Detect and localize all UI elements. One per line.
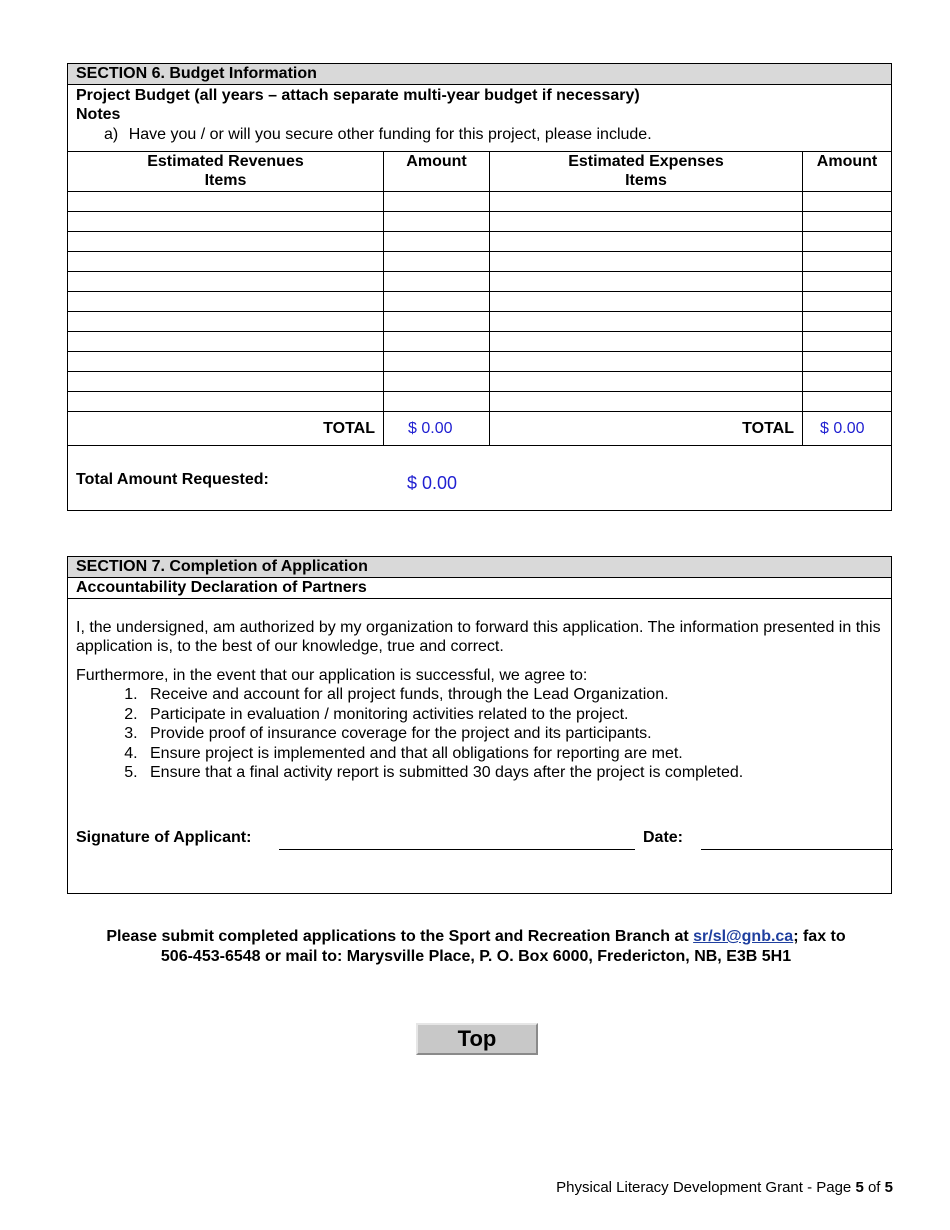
col-revenue-amount: Amount: [384, 152, 490, 192]
budget-table: [67, 151, 892, 446]
page-number: 5: [855, 1179, 864, 1196]
note-a-marker: a): [104, 126, 119, 143]
expense-amount-field[interactable]: [803, 212, 892, 232]
budget-row: [68, 192, 892, 212]
declaration-paragraph: I, the undersigned, am authorized by my organization to forward this application. The information presented in this application is, to the best of our knowledge, true and correct.: [76, 619, 881, 655]
budget-row: [68, 252, 892, 272]
revenue-total-label: TOTAL: [68, 412, 384, 446]
revenue-item-field[interactable]: [68, 392, 384, 412]
revenue-amount-field[interactable]: [384, 332, 490, 352]
agreement-item: 2. Participate in evaluation / monitoring activities related to the project.: [142, 705, 891, 725]
notes-label: Notes: [76, 106, 121, 123]
note-a-text: Have you / or will you secure other funding for this project, please include.: [128, 126, 652, 143]
budget-row: [68, 232, 892, 252]
col-expense-amount: Amount: [803, 152, 892, 192]
date-label: Date:: [643, 829, 684, 846]
agreement-item: 5. Ensure that a final activity report is submitted 30 days after the project is completed.: [142, 763, 891, 783]
revenue-item-field[interactable]: [68, 372, 384, 392]
revenue-item-field[interactable]: [68, 292, 384, 312]
revenue-amount-field[interactable]: [384, 312, 490, 332]
revenue-item-field[interactable]: [68, 332, 384, 352]
revenue-item-field[interactable]: [68, 252, 384, 272]
expense-amount-field[interactable]: [803, 372, 892, 392]
budget-table-header-row: [68, 152, 892, 192]
agreement-intro: Furthermore, in the event that our application is successful, we agree to:: [76, 667, 588, 684]
note-a: [68, 125, 891, 144]
agreement-item: 3. Provide proof of insurance coverage for the project and its participants.: [142, 724, 891, 744]
col-estimated-revenues-items: [68, 152, 384, 192]
revenue-item-field[interactable]: [68, 192, 384, 212]
section7-panel: [67, 556, 892, 894]
agreement-item: 4. Ensure project is implemented and that all obligations for reporting are met.: [142, 744, 891, 764]
agreement-list: [68, 685, 891, 783]
budget-row: [68, 272, 892, 292]
revenue-item-field[interactable]: [68, 352, 384, 372]
section7-header: SECTION 7. Completion of Application: [68, 557, 891, 578]
signature-field[interactable]: [279, 848, 635, 850]
budget-row: [68, 392, 892, 412]
expense-amount-field[interactable]: [803, 292, 892, 312]
col3-line2: Items: [625, 172, 667, 189]
budget-row: [68, 292, 892, 312]
col3-line1: Estimated Expenses: [568, 153, 724, 170]
budget-row: [68, 332, 892, 352]
col1-line1: Estimated Revenues: [147, 153, 304, 170]
expense-item-field[interactable]: [490, 372, 803, 392]
col-estimated-expenses-items: [490, 152, 803, 192]
revenue-amount-field[interactable]: [384, 272, 490, 292]
revenue-total-value[interactable]: $ 0.00: [384, 412, 490, 446]
expense-amount-field[interactable]: [803, 252, 892, 272]
agreement-item: 1. Receive and account for all project funds, through the Lead Organization.: [142, 685, 891, 705]
revenue-amount-field[interactable]: [384, 292, 490, 312]
expense-item-field[interactable]: [490, 272, 803, 292]
revenue-item-field[interactable]: [68, 232, 384, 252]
expense-amount-field[interactable]: [803, 312, 892, 332]
expense-amount-field[interactable]: [803, 272, 892, 292]
expense-item-field[interactable]: [490, 332, 803, 352]
revenue-item-field[interactable]: [68, 312, 384, 332]
expense-total-label: TOTAL: [490, 412, 803, 446]
submit-fax-text: ; fax to: [793, 928, 846, 945]
revenue-amount-field[interactable]: [384, 232, 490, 252]
expense-amount-field[interactable]: [803, 192, 892, 212]
submit-text: Please submit completed applications to the Sport and Recreation Branch at: [106, 928, 694, 945]
page-footer: [556, 1179, 893, 1196]
top-button[interactable]: Top: [416, 1023, 538, 1055]
revenue-amount-field[interactable]: [384, 252, 490, 272]
total-requested-value[interactable]: $ 0.00: [407, 473, 458, 493]
revenue-amount-field[interactable]: [384, 392, 490, 412]
total-requested-label: Total Amount Requested:: [76, 471, 269, 488]
section6-subtitle: Project Budget (all years – attach separate multi-year budget if necessary): [76, 87, 640, 104]
expense-total-value[interactable]: $ 0.00: [803, 412, 892, 446]
revenue-amount-field[interactable]: [384, 192, 490, 212]
revenue-item-field[interactable]: [68, 272, 384, 292]
budget-total-row: [68, 412, 892, 446]
revenue-amount-field[interactable]: [384, 372, 490, 392]
revenue-amount-field[interactable]: [384, 352, 490, 372]
expense-amount-field[interactable]: [803, 352, 892, 372]
expense-amount-field[interactable]: [803, 232, 892, 252]
signature-label: Signature of Applicant:: [76, 829, 252, 846]
budget-row: [68, 352, 892, 372]
expense-item-field[interactable]: [490, 312, 803, 332]
expense-amount-field[interactable]: [803, 332, 892, 352]
expense-amount-field[interactable]: [803, 392, 892, 412]
expense-item-field[interactable]: [490, 392, 803, 412]
budget-row: [68, 372, 892, 392]
submit-line2: 506-453-6548 or mail to: Marysville Place, P. O. Box 6000, Fredericton, NB, E3B 5H1: [160, 948, 792, 965]
revenue-item-field[interactable]: [68, 212, 384, 232]
expense-item-field[interactable]: [490, 232, 803, 252]
revenue-amount-field[interactable]: [384, 212, 490, 232]
date-field[interactable]: [701, 848, 893, 850]
budget-row: [68, 312, 892, 332]
section7-subheader: Accountability Declaration of Partners: [68, 578, 891, 599]
col1-line2: Items: [204, 172, 247, 189]
budget-row: [68, 212, 892, 232]
section6-panel: [67, 63, 892, 511]
section6-header: SECTION 6. Budget Information: [68, 64, 891, 85]
page-total: 5: [884, 1179, 893, 1196]
submit-line1: [60, 927, 892, 947]
budget-rows: [68, 192, 892, 412]
submit-instructions: [60, 927, 892, 967]
expense-item-field[interactable]: [490, 192, 803, 212]
expense-item-field[interactable]: [490, 292, 803, 312]
footer-of: of: [863, 1179, 885, 1196]
expense-item-field[interactable]: [490, 252, 803, 272]
footer-title: Physical Literacy Development Grant - Page: [556, 1179, 856, 1196]
expense-item-field[interactable]: [490, 352, 803, 372]
email-link[interactable]: sr/sl@gnb.ca: [693, 928, 794, 945]
expense-item-field[interactable]: [490, 212, 803, 232]
